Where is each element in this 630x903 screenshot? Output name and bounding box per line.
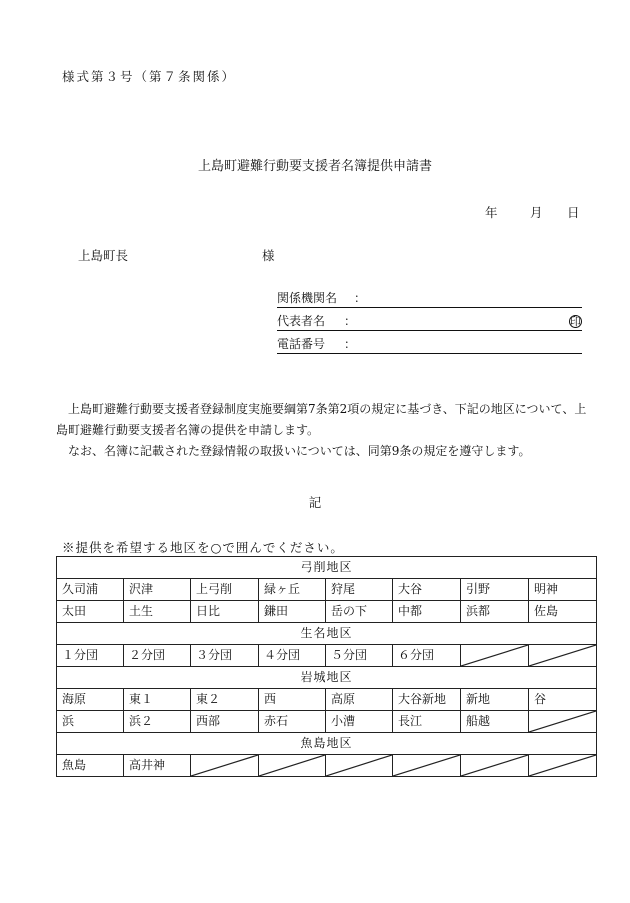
table-row xyxy=(57,645,597,667)
empty-cell-slash xyxy=(259,755,326,777)
sub-area-cell[interactable]: ５分団 xyxy=(326,645,393,667)
empty-cell-slash xyxy=(529,755,597,777)
sub-area-cell[interactable]: 大谷新地 xyxy=(393,689,461,711)
sub-area-cell[interactable]: １分団 xyxy=(57,645,124,667)
district-name: 魚島地区 xyxy=(57,733,597,755)
body-paragraph-2: なお、名簿に記載された登録情報の取扱いについては、同第9条の規定を遵守します。 xyxy=(68,444,531,458)
sub-area-cell[interactable]: 小漕 xyxy=(326,711,393,733)
sub-area-cell[interactable]: 浜２ xyxy=(124,711,191,733)
sub-area-cell[interactable]: 佐島 xyxy=(529,601,597,623)
empty-cell-slash xyxy=(393,755,461,777)
body-paragraph-1: 上島町避難行動要支援者登録制度実施要綱第7条第2項の規定に基づき、下記の地区について、上島町避難行動要支援者名簿の提供を申請します。 xyxy=(56,402,587,437)
date-year: 年 xyxy=(485,205,498,220)
district-header-row xyxy=(57,733,597,755)
seal-mark-icon: 印 xyxy=(570,315,581,328)
sub-area-cell[interactable]: 西部 xyxy=(191,711,259,733)
sub-area-cell[interactable]: 大谷 xyxy=(393,579,461,601)
empty-cell-slash xyxy=(529,711,597,733)
agency-name-colon: ： xyxy=(354,291,367,305)
table-row xyxy=(57,579,597,601)
district-name: 岩城地区 xyxy=(57,667,597,689)
sub-area-cell[interactable]: 鎌田 xyxy=(259,601,326,623)
sub-area-cell[interactable]: 久司浦 xyxy=(57,579,124,601)
table-row xyxy=(57,601,597,623)
sub-area-cell[interactable]: 海原 xyxy=(57,689,124,711)
district-header-row xyxy=(57,667,597,689)
table-row xyxy=(57,755,597,777)
sub-area-cell[interactable]: 東２ xyxy=(191,689,259,711)
representative-colon: ： xyxy=(344,314,357,328)
phone-colon: ： xyxy=(344,337,357,351)
district-header-row xyxy=(57,557,597,579)
sub-area-cell[interactable]: 日比 xyxy=(191,601,259,623)
sub-area-cell[interactable]: 船越 xyxy=(461,711,529,733)
sub-area-cell[interactable]: ３分団 xyxy=(191,645,259,667)
sub-area-cell[interactable]: 沢津 xyxy=(124,579,191,601)
empty-cell-slash xyxy=(461,645,529,667)
sub-area-cell[interactable]: 狩尾 xyxy=(326,579,393,601)
sub-area-cell[interactable]: 引野 xyxy=(461,579,529,601)
empty-cell-slash xyxy=(461,755,529,777)
sub-area-cell[interactable]: 浜 xyxy=(57,711,124,733)
sub-area-cell[interactable]: 上弓削 xyxy=(191,579,259,601)
sub-area-cell[interactable]: 太田 xyxy=(57,601,124,623)
sub-area-cell[interactable]: 赤石 xyxy=(259,711,326,733)
sub-area-cell[interactable]: 高原 xyxy=(326,689,393,711)
sub-area-cell[interactable]: ４分団 xyxy=(259,645,326,667)
sub-area-cell[interactable]: 新地 xyxy=(461,689,529,711)
ki-heading: 記 xyxy=(308,495,322,510)
date-month: 月 xyxy=(530,205,543,220)
sub-area-cell[interactable]: 土生 xyxy=(124,601,191,623)
addressee-name: 上島町長 xyxy=(78,248,129,263)
date-day: 日 xyxy=(567,205,580,220)
district-table xyxy=(56,556,597,777)
representative-field[interactable] xyxy=(277,312,582,331)
sub-area-cell[interactable]: 長江 xyxy=(393,711,461,733)
addressee-honorific: 様 xyxy=(262,248,275,263)
sub-area-cell[interactable]: 東１ xyxy=(124,689,191,711)
agency-name-field[interactable] xyxy=(277,289,582,308)
sub-area-cell[interactable]: 明神 xyxy=(529,579,597,601)
district-name: 弓削地区 xyxy=(57,557,597,579)
district-header-row xyxy=(57,623,597,645)
sub-area-cell[interactable]: 中都 xyxy=(393,601,461,623)
document-title: 上島町避難行動要支援者名簿提供申請書 xyxy=(197,159,432,174)
agency-name-label: 関係機関名 xyxy=(277,291,338,305)
phone-label: 電話番号 xyxy=(277,337,326,351)
phone-field[interactable] xyxy=(277,335,582,354)
sub-area-cell[interactable]: 浜都 xyxy=(461,601,529,623)
representative-label: 代表者名 xyxy=(277,314,326,328)
empty-cell-slash xyxy=(326,755,393,777)
sub-area-cell[interactable]: ６分団 xyxy=(393,645,461,667)
sub-area-cell[interactable]: 谷 xyxy=(529,689,597,711)
sub-area-cell[interactable]: 西 xyxy=(259,689,326,711)
sub-area-cell[interactable]: 高井神 xyxy=(124,755,191,777)
sub-area-cell[interactable]: 魚島 xyxy=(57,755,124,777)
form-number: 様式第３号（第７条関係） xyxy=(62,69,237,84)
table-row xyxy=(57,689,597,711)
sub-area-cell[interactable]: 岳の下 xyxy=(326,601,393,623)
empty-cell-slash xyxy=(529,645,597,667)
sub-area-cell[interactable]: ２分団 xyxy=(124,645,191,667)
empty-cell-slash xyxy=(191,755,259,777)
instruction-note: ※提供を希望する地区を○で囲んでください。 xyxy=(62,540,344,555)
table-row xyxy=(57,711,597,733)
sub-area-cell[interactable]: 緑ヶ丘 xyxy=(259,579,326,601)
district-name: 生名地区 xyxy=(57,623,597,645)
